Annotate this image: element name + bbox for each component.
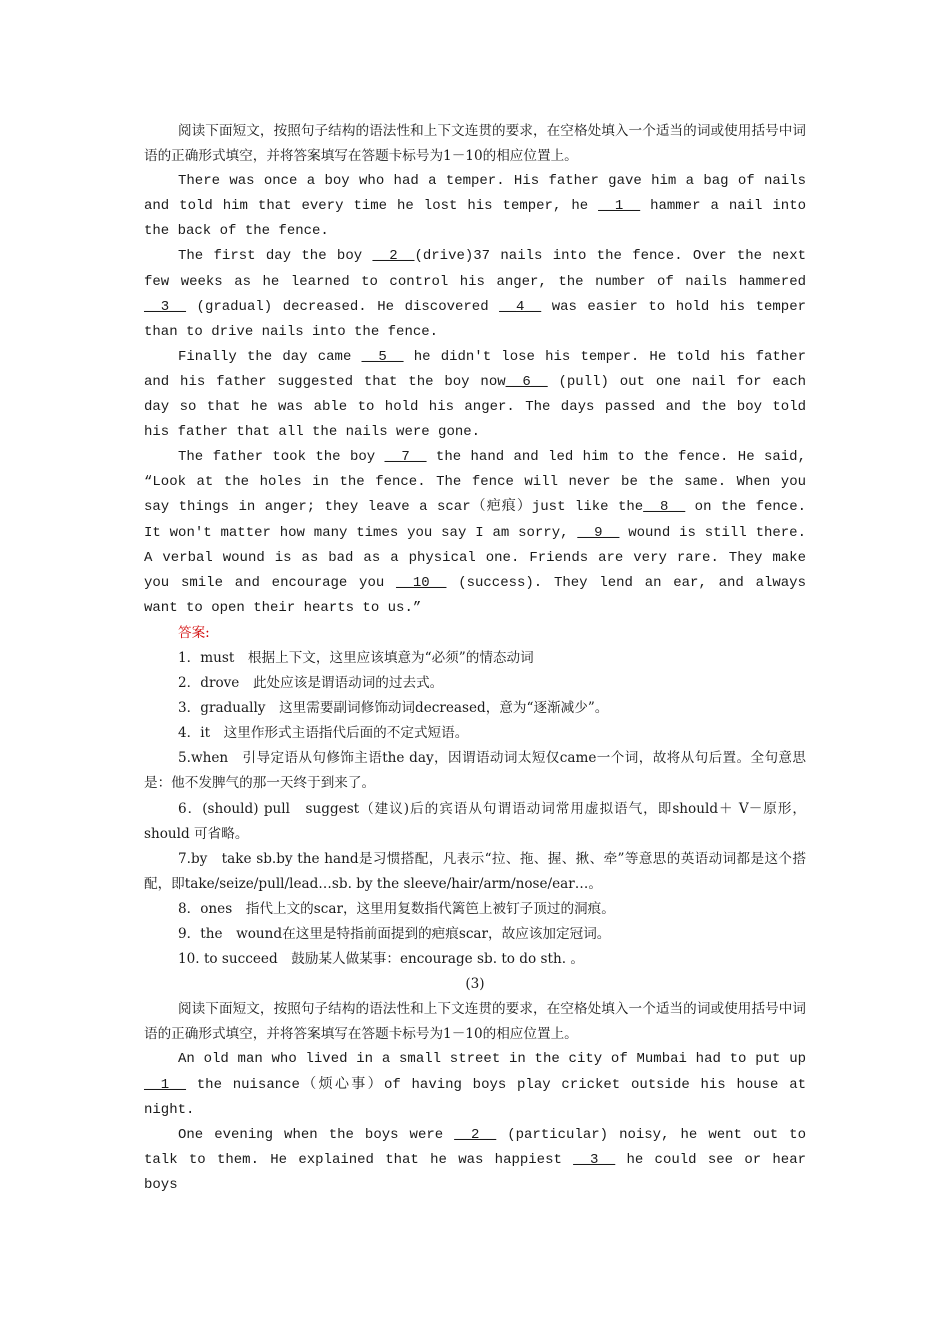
passage-paragraph [144,169,806,244]
answer-blank[interactable]: __2__ [454,1126,497,1143]
passage-text: The first day the boy [178,248,373,265]
answer-item: 5.when 引导定语从句修饰主语the day，因谓语动词太短仅came一个词，故将从句后置。全句意思是：他不发脾气的那一天终于到来了。 [144,750,806,792]
answer-blank[interactable]: __10__ [396,574,447,591]
passage-text: (pull) out one nail for each day so that he was able to hold his anger. The days passed and the boy told his father that all the nails were gone. [144,373,806,441]
answer-item: 9．the wound在这里是特指前面提到的疤痕scar，故应该加定冠词。 [178,926,611,942]
passage-text: hammer a nail into the back of the fence. [144,198,806,240]
answer-item: 3．gradually 这里需要副词修饰动词decreased，意为“逐渐减少”。 [178,700,609,717]
answer-blank[interactable]: __3__ [144,298,187,315]
passage-paragraph [144,445,806,621]
answer-blank[interactable]: __8__ [643,499,686,516]
answer-blank[interactable]: __2__ [372,248,415,265]
answer-blank[interactable]: __1__ [144,1076,187,1093]
passage-text: wound is still there. A verbal wound is as bad as a physical one. Friends are very rare. They make you smile and encourage you [144,524,806,591]
answer-item: 10. to succeed 鼓励某人做某事：encourage sb. to do sth. 。 [178,951,584,968]
section-number: (3) [465,976,485,993]
answer-item: 4．it 这里作形式主语指代后面的不定式短语。 [178,725,469,742]
passage-text: The father took the boy [178,449,385,466]
answer-blank[interactable]: __1__ [598,198,641,215]
instruction-paragraph: 阅读下面短文，按照句子结构的语法性和上下文连贯的要求，在空格处填入一个适当的词或使用括号中词语的正确形式填空，并将答案填写在答题卡标号为1－10的相应位置上。 [144,123,806,165]
passage-text: the nuisance（烦心事）of having boys play cricket outside his house at night. [144,1076,806,1118]
passage-text: One evening when the boys were [178,1126,455,1143]
passage-text: he didn't lose his temper. He told his father and his father suggested that the boy now [144,348,806,390]
answer-item: 2．drove 此处应该是谓语动词的过去式。 [178,675,444,692]
answer-item: 7.by take sb.by the hand是习惯搭配，凡表示“拉、拖、握、揪、牵”等意思的英语动词都是这个搭配，即take/seize/pull/lead…sb. by the sleeve/hair/arm/nose/ear…。 [144,850,806,892]
passage-text: he could see or hear boys [144,1151,807,1193]
passage-text: was easier to hold his temper than to drive nails into the fence. [144,298,806,340]
passage-paragraph [144,244,806,344]
answer-blank[interactable]: __6__ [505,373,548,390]
passage-text: An old man who lived in a small street in the city of Mumbai had to put up [178,1051,806,1068]
passage-text: (drive)37 nails into the fence. Over the next few weeks as he learned to control his anger, the number of nails hammered [144,248,806,290]
answers-heading: 答案: [178,624,210,641]
passage-text: (success). They lend an ear, and always want to open their hearts to us.” [144,574,806,616]
passage-text: (particular) noisy, he went out to talk to them. He explained that he was happiest [144,1126,806,1168]
answer-item: 6．(should) pull suggest（建议)后的宾语从句谓语动词常用虚拟语气，即should＋ V－原形，should 可省略。 [144,800,806,842]
answer-item: 1．must 根据上下文，这里应该填意为“必须”的情态动词 [178,649,534,666]
passage-text: the hand and led him to the fence. He said, “Look at the holes in the fence. The fence will never be the same. When you say things in anger; they leave a scar（疤痕）just like the [144,449,806,516]
answer-blank[interactable]: __5__ [361,348,404,365]
answer-blank[interactable]: __7__ [384,449,427,466]
passage-text: There was once a boy who had a temper. His father gave him a bag of nails and told him that every time he lost his temper, he [144,173,806,215]
answer-blank[interactable]: __3__ [573,1151,616,1168]
passage-paragraph [144,1123,806,1198]
passage-text: (gradual) decreased. He discovered [186,298,500,315]
passage-text: Finally the day came [178,348,362,365]
document-page [144,119,806,1198]
answer-blank[interactable]: __4__ [499,298,542,315]
instruction-paragraph: 阅读下面短文，按照句子结构的语法性和上下文连贯的要求，在空格处填入一个适当的词或使用括号中词语的正确形式填空，并将答案填写在答题卡标号为1－10的相应位置上。 [144,1001,806,1043]
answer-item: 8．ones 指代上文的scar，这里用复数指代篱笆上被钉子顶过的洞痕。 [178,900,615,917]
passage-paragraph [144,1047,806,1122]
passage-text: on the fence. It won't matter how many times you say I am sorry, [144,499,806,541]
passage-paragraph [144,345,806,445]
answer-blank[interactable]: __9__ [577,524,620,541]
